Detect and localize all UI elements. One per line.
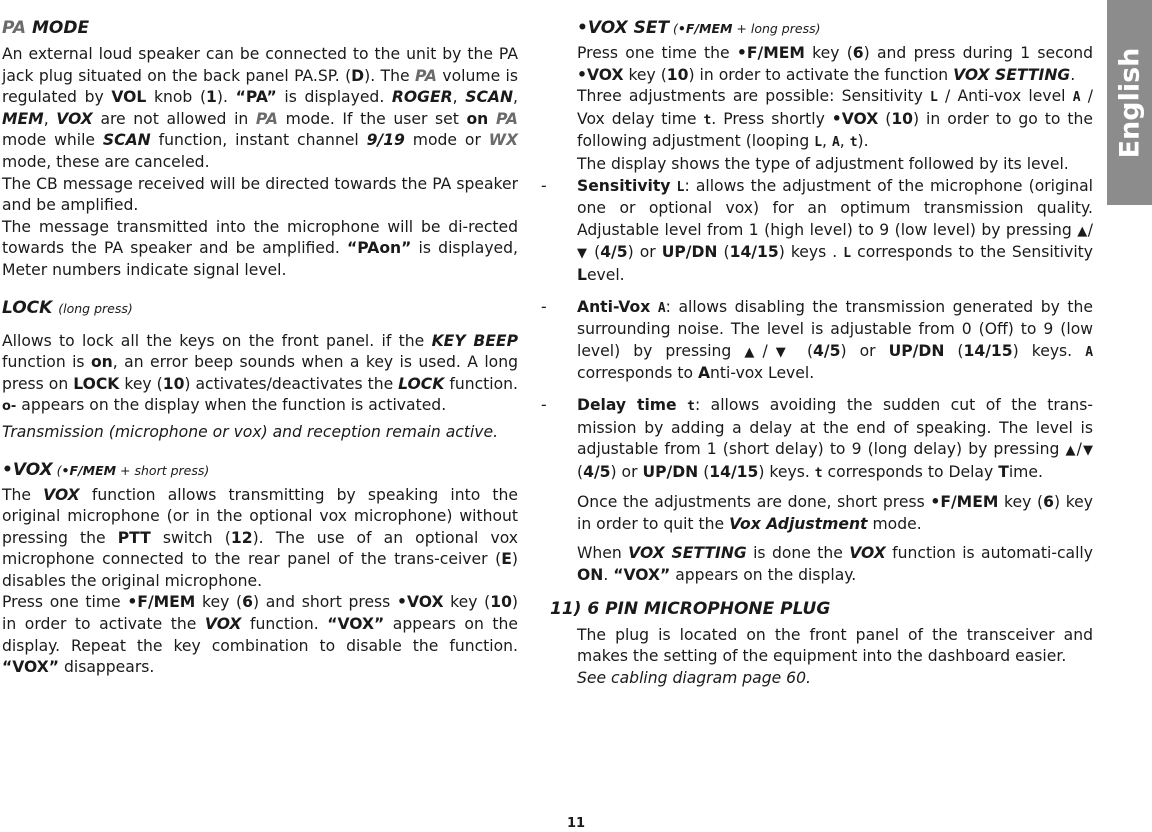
arrow-up-icon: ▲	[1077, 223, 1088, 239]
arrow-up-icon: ▲	[744, 344, 763, 360]
pa-mode-paragraph-3: The message transmitted into the microphone will be di-rected towards the PA speaker and be amplified. “PAon” is displayed, Meter numbers indicate signal level.	[2, 217, 518, 279]
vox-set-paragraph-2: Three adjustments are possible: Sensitivity L / Anti-vox level A / Vox delay time t. Press shortly •VOX (10) in order to go to the following adjustment (looping L, A, t).	[577, 87, 1093, 151]
delay-time-item: - Delay time t: allows avoiding the sudden cut of the trans-mission by adding a delay at the end of speaking. The level is adjustable from 1 (short delay) to 9 (long delay) by pressing ▲/▼ (4/5) or UP/DN (14/15) keys. t corresponds to Delay Time.	[541, 395, 1093, 481]
lock-paragraph-1: Allows to lock all the keys on the front panel. if the KEY BEEP function is on, an error beep sounds when a key is used. A long press on LOCK key (10) activates/deactivates the LOCK function. o- appears on the display when the function is activated.	[2, 331, 518, 418]
right-column	[541, 16, 1094, 689]
vox-set-paragraph-4: Once the adjustments are done, short press •F/MEM key (6) key in order to quit the Vox Adjustment mode.	[577, 493, 1093, 533]
left-column	[2, 16, 518, 679]
section-title-lock: LOCK (long press)	[2, 297, 133, 318]
pa-mode-paragraph-2: The CB message received will be directed towards the PA speaker and be amplified.	[2, 174, 518, 215]
vox-set-paragraph-1: Press one time the •F/MEM key (6) and press during 1 second •VOX key (10) in order to activate the function VOX SETTING.	[577, 44, 1093, 84]
vox-paragraph-1: The VOX function allows transmitting by speaking into the original microphone (or in the optional vox microphone) without pressing the PTT switch (12). The use of an optional vox microphone connected to the rear panel of the trans-ceiver (E) disables the original microphone.	[2, 485, 518, 590]
lock-paragraph-2: Transmission (microphone or vox) and reception remain active.	[2, 422, 499, 441]
page-number: 11	[566, 816, 586, 831]
arrow-up-icon: ▲	[1065, 443, 1077, 459]
section-title-vox: •VOX (•F/MEM + short press)	[2, 459, 210, 480]
vox-set-paragraph-3: The display shows the type of adjustment followed by its level.	[577, 154, 1069, 173]
language-tab	[1107, 0, 1152, 205]
section-title-microphone-plug: 11) 6 PIN MICROPHONE PLUG	[550, 598, 831, 619]
pa-mode-paragraph-1: An external loud speaker can be connected to the unit by the PA jack plug situated on the back panel PA.SP. (D). The PA volume is regulated by VOL knob (1). “PA” is displayed. ROGER, SCAN, MEM, VOX are not allowed in PA mode. If the user set on PA mode while SCAN function, instant channel 9/19 mode or WX mode, these are canceled.	[2, 45, 519, 171]
key-lock-icon: o-	[2, 399, 17, 415]
sensitivity-item: - Sensitivity L: allows the adjustment of the microphone (original one or optional vox) for an optimum transmission quality. Adjustable level from 1 (high level) to 9 (low level) by pressing ▲/▼ (4/5) or UP/DN (14/15) keys . L corresponds to the Sensitivity Level.	[541, 176, 1094, 284]
section-title-vox-set: •VOX SET (•F/MEM + long press)	[577, 18, 821, 38]
section-title-pa-mode: PA MODE	[2, 18, 90, 38]
arrow-down-icon: ▼	[1081, 443, 1093, 459]
microphone-plug-paragraph-1: The plug is located on the front panel of the transceiver and makes the setting of the equipment into the dashboard easier.	[577, 625, 1093, 666]
arrow-down-icon: ▼	[577, 246, 589, 262]
vox-set-paragraph-5: When VOX SETTING is done the VOX function is automati-cally ON. “VOX” appears on the display.	[577, 544, 1093, 585]
cabling-diagram-reference: See cabling diagram page 60.	[577, 668, 811, 687]
vox-paragraph-2: Press one time •F/MEM key (6) and short press •VOX key (10) in order to activate the VOX function. “VOX” appears on the display. Repeat the key combination to disable the function. “VOX” disappears.	[2, 593, 519, 677]
language-tab-label: English	[1114, 47, 1145, 158]
anti-vox-item: - Anti-Vox A: allows disabling the transmission generated by the surrounding noise. The level is adjustable from 0 (Off) to 9 (low level) by pressing ▲/▼ (4/5) or UP/DN (14/15) keys. A corresponds to Anti-vox Level.	[541, 297, 1094, 383]
arrow-down-icon: ▼	[767, 344, 794, 360]
